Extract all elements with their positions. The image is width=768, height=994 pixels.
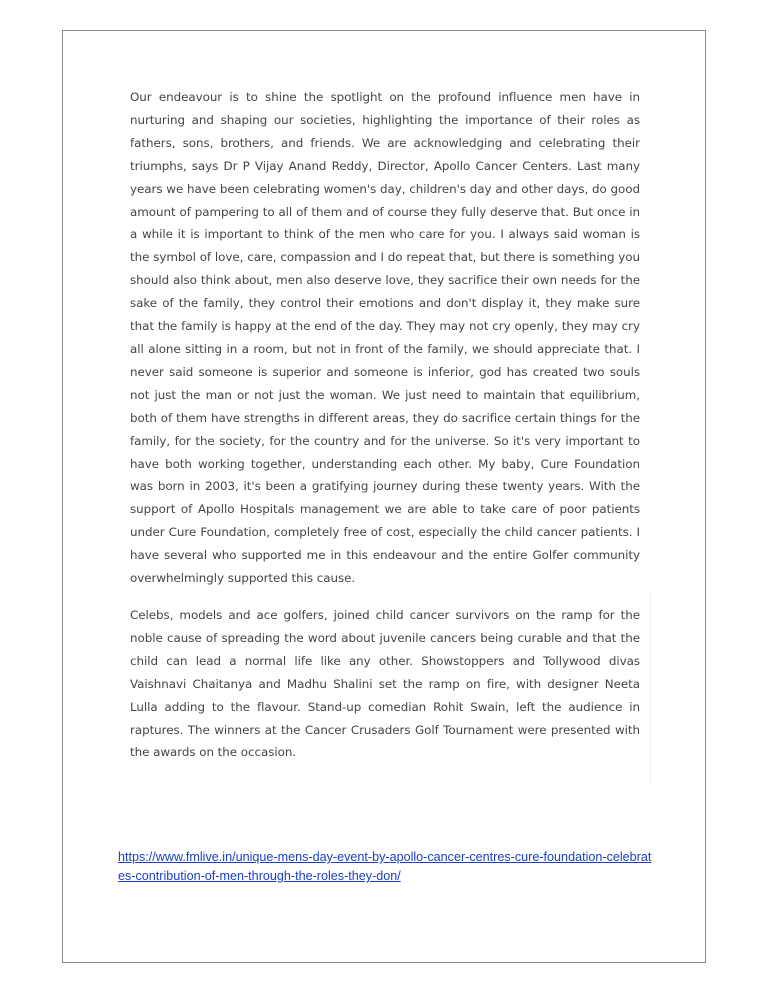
article-paragraph-2: Celebs, models and ace golfers, joined child cancer survivors on the ramp for the noble cause of spreading the word about juvenile cancers being curable and that the child can lead a normal life like any other. Showstoppers and Tollywood divas Vaishnavi Chaitanya and Madhu Shalini set the ramp on fire, with designer Neeta Lulla adding to the flavour. Stand-up comedian Rohit Swain, left the audience in raptures. The winners at the Cancer Crusaders Golf Tournament were presented with the awards on the occasion. <box>130 608 640 760</box>
article-paragraph-1: Our endeavour is to shine the spotlight on the profound influence men have in nurturing and shaping our societies, highlighting the importance of their roles as fathers, sons, brothers, and friends. We are acknowledging and celebrating their triumphs, says Dr P Vijay Anand Reddy, Director, Apollo Cancer Centers. Last many years we have been celebrating women's day, children's day and other days, do good amount of pampering to all of them and of course they fully deserve that. But once in a while it is important to think of the men who care for you. I always said woman is the symbol of love, care, compassion and I do repeat that, but there is something you should also think about, men also deserve love, they sacrifice their own needs for the sake of the family, they control their emotions and don't display it, they make sure that the family is happy at the end of the day. They may not cry openly, they may cry all alone sitting in a room, but not in front of the family, we should appreciate that. I never said someone is superior and someone is inferior, god has created two souls not just the man or not just the woman. We just need to maintain that equilibrium, both of them have strengths in different areas, they do sacrifice certain things for the family, for the society, for the country and for the universe. So it's very important to have both working together, understanding each other. My baby, Cure Foundation was born in 2003, it's been a gratifying journey during these twenty years. With the support of Apollo Hospitals management we are able to take care of poor patients under Cure Foundation, completely free of cost, especially the child cancer patients. I have several who supported me in this endeavour and the entire Golfer community overwhelmingly supported this cause. <box>130 90 640 586</box>
source-url-link[interactable]: https://www.fmlive.in/unique-mens-day-event-by-apollo-cancer-centres-cure-foundation-celebrates-contribution-of-men-through-the-roles-they-don/ <box>118 850 652 883</box>
article-clipping-2 <box>118 594 651 786</box>
article-clipping-1 <box>118 78 650 592</box>
